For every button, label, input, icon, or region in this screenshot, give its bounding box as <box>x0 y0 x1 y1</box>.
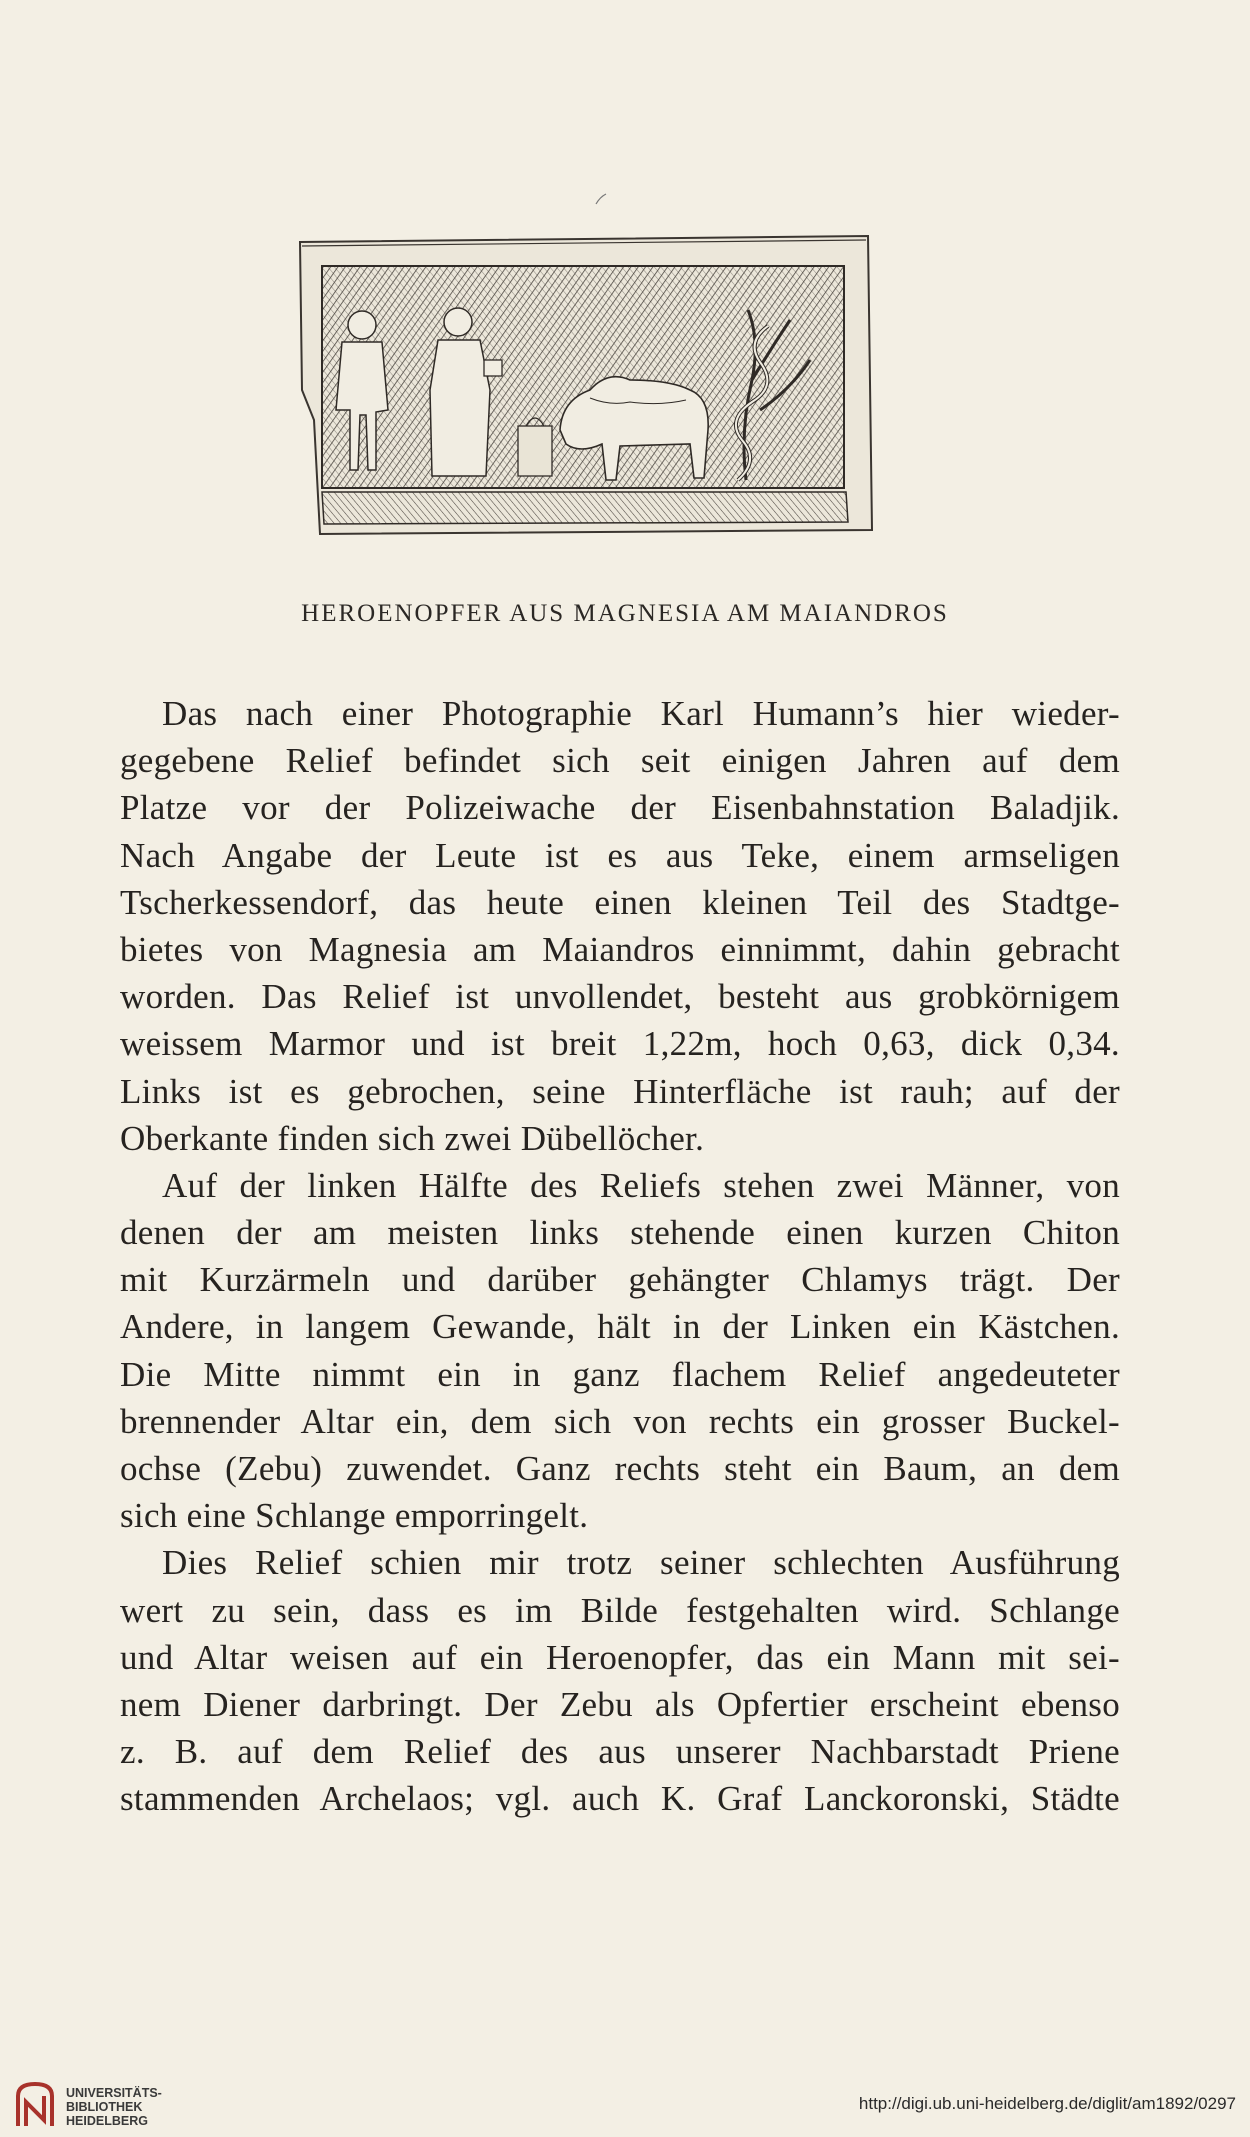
text-line: Andere, in langem Gewande, hält in der Linken ein Kästchen. <box>120 1307 1120 1347</box>
text-line: Dies Relief schien mir trotz seiner schlechten Ausführung <box>162 1543 1120 1583</box>
text-line: Oberkante finden sich zwei Dübellöcher. <box>120 1118 705 1158</box>
text-line: bietes von Magnesia am Maiandros einnimmt, dahin gebracht <box>120 929 1120 969</box>
text-line: Die Mitte nimmt ein in ganz flachem Relief angedeuteter <box>120 1354 1120 1394</box>
altar <box>518 418 552 476</box>
text-line: gegebene Relief befindet sich seit einigen Jahren auf dem <box>120 741 1120 781</box>
figure-caption: HEROENOPFER AUS MAGNESIA AM MAIANDROS <box>301 600 949 627</box>
text-line: Nach Angabe der Leute ist es aus Teke, einem armseligen <box>120 835 1120 875</box>
library-name-line: HEIDELBERG <box>66 2114 148 2128</box>
text-line: Links ist es gebrochen, seine Hinterfläche ist rauh; auf der <box>120 1071 1120 1111</box>
text-line: worden. Das Relief ist unvollendet, besteht aus grobkörnigem <box>120 977 1120 1017</box>
text-line: mit Kurzärmeln und darüber gehängter Chlamys trägt. Der <box>120 1260 1120 1300</box>
text-line: Das nach einer Photographie Karl Humann’s hier wieder- <box>162 694 1120 733</box>
text-line: stammenden Archelaos; vgl. auch K. Graf Lanckoronski, Städte <box>120 1779 1120 1819</box>
library-name-line: BIBLIOTHEK <box>66 2100 143 2114</box>
text-line: Auf der linken Hälfte des Reliefs stehen zwei Männer, von <box>162 1165 1120 1205</box>
library-name-line: UNIVERSITÄTS- <box>66 2086 162 2100</box>
paragraph <box>120 690 1120 1162</box>
university-library-logo-icon <box>14 2080 56 2130</box>
text-line: denen der am meisten links stehende einen kurzen Chiton <box>120 1213 1120 1253</box>
text-line: Platze vor der Polizeiwache der Eisenbahnstation Baladjik. <box>120 788 1120 828</box>
source-url[interactable]: http://digi.ub.uni-heidelberg.de/diglit/am1892/0297 <box>858 2094 1236 2113</box>
relief-illustration <box>290 230 880 540</box>
text-line: sich eine Schlange emporringelt. <box>120 1496 589 1536</box>
tick-mark <box>594 192 608 206</box>
library-name <box>66 2086 162 2128</box>
text-line: z. B. auf dem Relief des aus unserer Nachbarstadt Priene <box>120 1732 1120 1772</box>
text-line: Tscherkessendorf, das heute einen kleinen Teil des Stadtge- <box>120 882 1120 922</box>
text-line: und Altar weisen auf ein Heroenopfer, das ein Mann mit sei- <box>120 1637 1120 1677</box>
paragraph <box>120 1539 1120 1822</box>
text-line: weissem Marmor und ist breit 1,22m, hoch 0,63, dick 0,34. <box>120 1024 1120 1064</box>
paragraph <box>120 1162 1120 1540</box>
text-line: wert zu sein, dass es im Bilde festgehalten wird. Schlange <box>120 1590 1120 1630</box>
text-line: nem Diener darbringt. Der Zebu als Opfertier erscheint ebenso <box>120 1684 1120 1724</box>
text-line: ochse (Zebu) zuwendet. Ganz rechts steht ein Baum, an dem <box>120 1449 1120 1488</box>
text-line: brennender Altar ein, dem sich von rechts ein grosser Buckel- <box>120 1401 1120 1441</box>
body-text <box>120 690 1120 1823</box>
